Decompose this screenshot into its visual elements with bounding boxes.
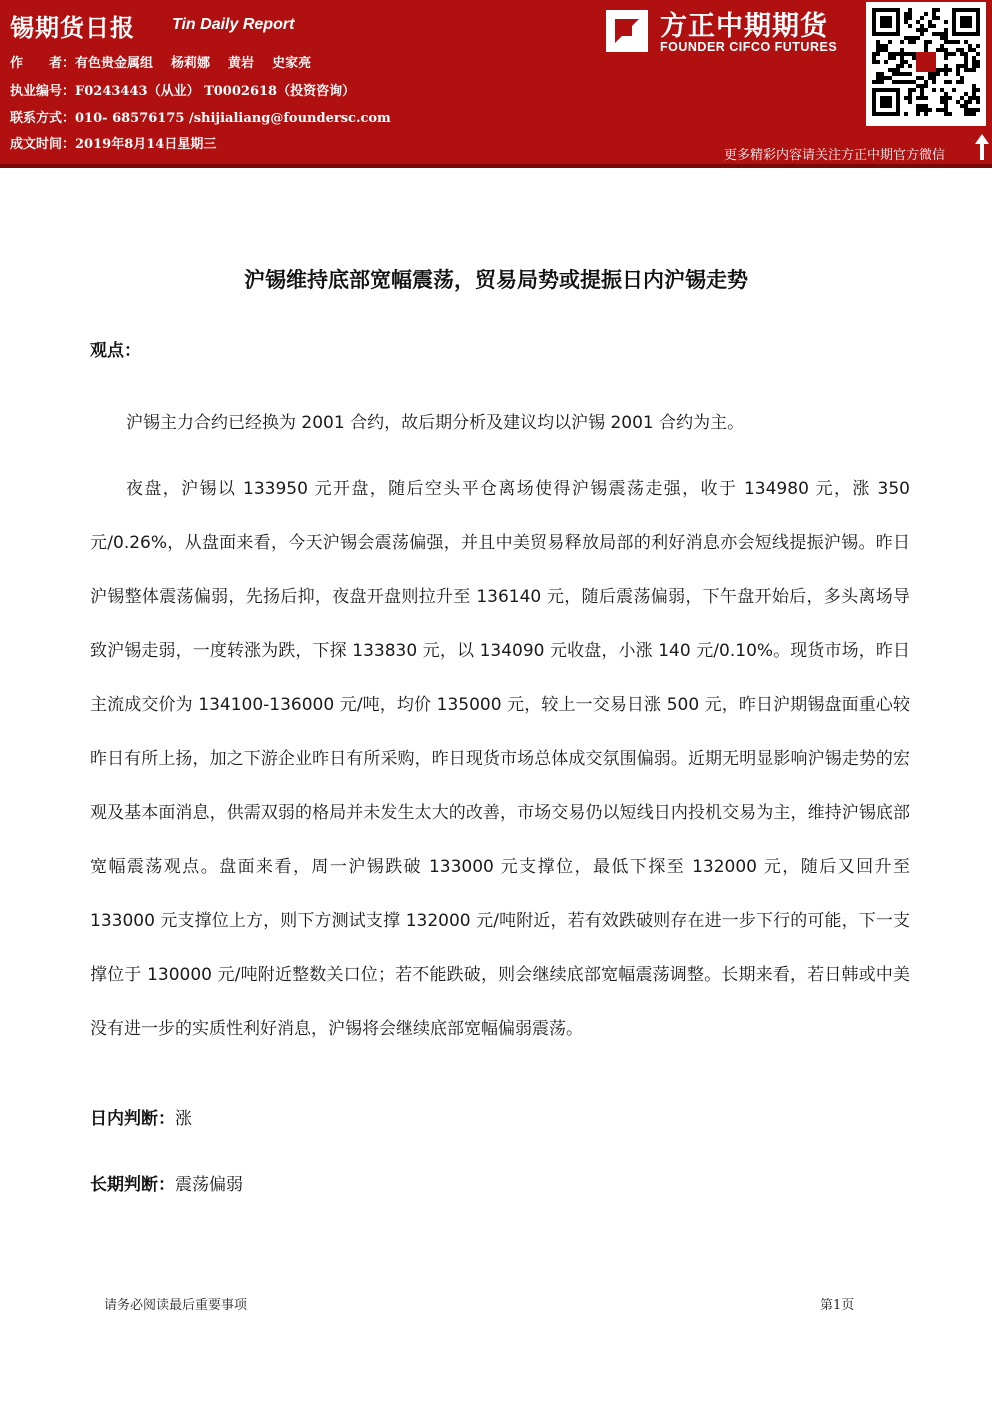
company-name-cn: 方正中期期货 <box>660 11 828 42</box>
intraday-label: 日内判断： <box>90 1109 175 1129</box>
date-label: 成文时间： <box>10 137 76 152</box>
longterm-judgement <box>90 1170 243 1195</box>
date-line <box>10 133 216 152</box>
up-arrow-icon <box>974 132 990 162</box>
body-paragraph: 沪锡主力合约已经换为 2001 合约，故后期分析及建议均以沪锡 2001 合约为主。 <box>126 413 745 433</box>
report-header <box>0 0 992 164</box>
contact-label: 联系方式： <box>10 111 76 126</box>
license-label: 执业编号： <box>10 84 76 99</box>
authors-label: 作 者： <box>10 56 76 71</box>
footer-notice: 请务必阅读最后重要事项 <box>104 1298 248 1313</box>
author-name: 杨莉娜 <box>171 56 211 71</box>
author-name: 黄岩 <box>228 56 255 71</box>
author-name: 史家亮 <box>272 56 312 71</box>
wechat-qr-code-icon[interactable] <box>866 2 986 126</box>
header-divider <box>0 164 992 168</box>
page-number: 第1页 <box>820 1298 855 1313</box>
company-name-en: FOUNDER CIFCO FUTURES <box>660 40 838 54</box>
author-group: 有色贵金属组 <box>75 56 154 71</box>
longterm-value: 震荡偏弱 <box>175 1175 243 1195</box>
view-label: 观点： <box>90 341 141 361</box>
intraday-judgement <box>90 1104 192 1129</box>
company-logo-icon <box>604 8 650 54</box>
report-title-en: Tin Daily Report <box>172 16 295 33</box>
wechat-follow-text: 更多精彩内容请关注方正中期官方微信 <box>724 148 946 163</box>
contact-value: 010- 68576175 /shijialiang@foundersc.com <box>75 111 391 126</box>
license-line <box>10 80 355 99</box>
intraday-value: 涨 <box>175 1109 192 1129</box>
contact-line <box>10 107 391 126</box>
date-value: 2019年8月14日星期三 <box>75 137 217 152</box>
report-title-cn: 锡期货日报 <box>10 14 135 42</box>
license-value: F0243443（从业） T0002618（投资咨询） <box>75 84 356 99</box>
article-headline: 沪锡维持底部宽幅震荡，贸易局势或提振日内沪锡走势 <box>244 268 748 292</box>
article-body <box>90 396 910 1056</box>
longterm-label: 长期判断： <box>90 1175 175 1195</box>
body-paragraph: 夜盘，沪锡以 133950 元开盘，随后空头平仓离场使得沪锡震荡走强，收于 134980 元，涨 350 元/0.26%，从盘面来看，今天沪锡会震荡偏强，并且中美贸易释放局部的利好消息亦会短线提振沪锡。昨日沪锡整体震荡偏弱，先扬后抑，夜盘开盘则拉升至 136140 元，随后震荡偏弱，下午盘开始后，多头离场导致沪锡走弱，一度转涨为跌，下探 133830 元，以 134090 元收盘，小涨 140 元/0.10%。现货市场，昨日主流成交价为 134100-136000 元/吨，均价 135000 元，较上一交易日涨 500 元，昨日沪期锡盘面重心较昨日有所上扬，加之下游企业昨日有所采购，昨日现货市场总体成交氛围偏弱。近期无明显影响沪锡走势的宏观及基本面消息，供需双弱的格局并未发生太大的改善，市场交易仍以短线日内投机交易为主，维持沪锡底部宽幅震荡观点。盘面来看，周一沪锡跌破 133000 元支撑位，最低下探至 132000 元，随后又回升至 133000 元支撑位上方，则下方测试支撑 132000 元/吨附近，若有效跌破则存在进一步下行的可能，下一支撑位于 130000 元/吨附近整数关口位；若不能跌破，则会继续底部宽幅震荡调整。长期来看，若日韩或中美没有进一步的实质性利好消息，沪锡将会继续底部宽幅偏弱震荡。 <box>90 479 910 1039</box>
authors-line <box>10 52 311 71</box>
